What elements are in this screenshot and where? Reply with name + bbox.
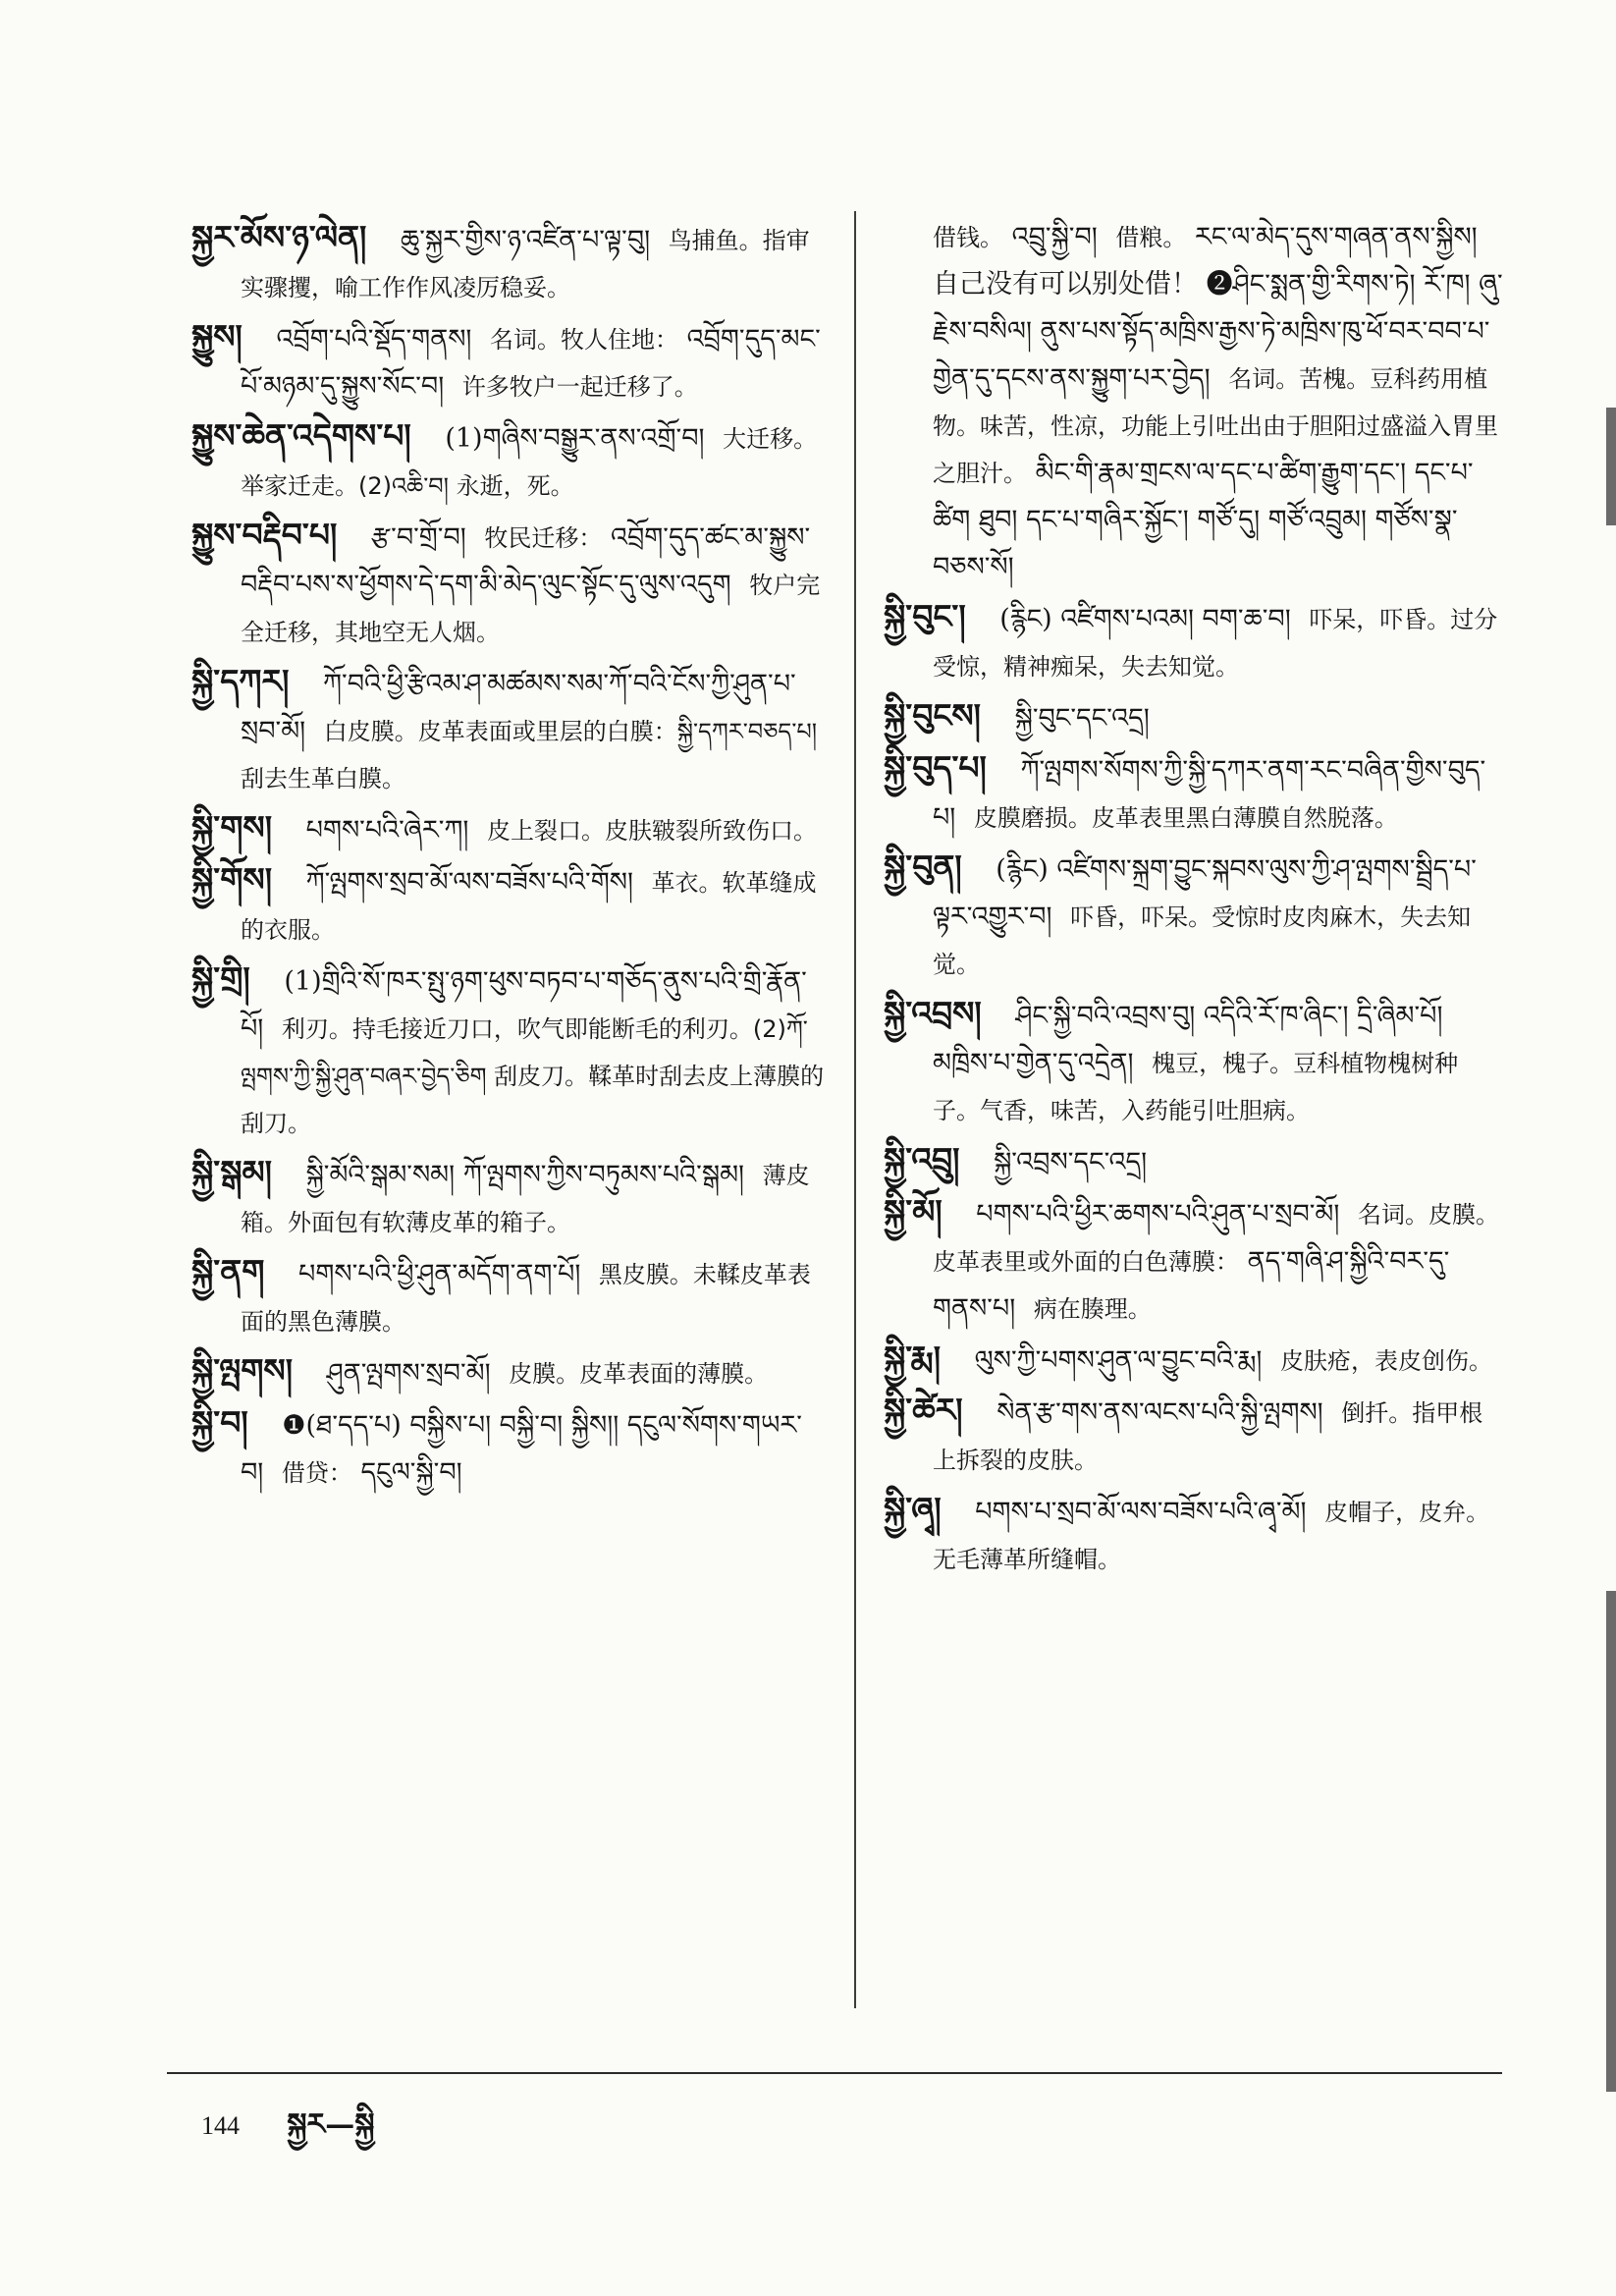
- tibetan-text: ཀོ་ལྤགས་སྲབ་མོ་ལས་བཟོས་པའི་གོས།: [305, 867, 633, 898]
- tibetan-text: རང་ལ་མེད་དུས་གཞན་ནས་སྐྱིས། 自己没有可以别处借！ ❷ཤིང་སྨན་གྱི་རིགས་ཏེ། རོ་ཁ། ཞུ་རྗེས་བསིལ། ནུས་པས་སྟོད་མཁྲིས་རྒྱས་ཏེ་མཁྲིས་ཁུ་ཕོ་བར་བབ་པ་གྱེན་དུ་དངས་ནས་སྐྱུག་པར་བྱེད།: [933, 222, 1503, 394]
- headword: སྐྱི་འབྲུ།: [884, 1140, 960, 1178]
- chinese-definition: 槐豆，槐子。豆科植物槐树种子。气香，味苦，入药能引吐胆病。: [933, 1050, 1459, 1124]
- chinese-definition: 黑皮膜。未鞣皮革表面的黑色薄膜。: [241, 1261, 811, 1336]
- scan-edge-mark: [1606, 1591, 1616, 2092]
- chinese-definition: 白皮膜。皮革表面或里层的白膜：སྐྱི་དཀར་བཅད་པ། 刮去生革白膜。: [241, 718, 818, 793]
- dictionary-entry: [884, 692, 1504, 742]
- dictionary-entry: [884, 744, 1504, 842]
- tibetan-text: འབྲོག་དུད་མང་པོ་མཉམ་དུ་སྐྱུས་སོང་བ།: [241, 324, 821, 402]
- tibetan-text: དངུལ་སྐྱི་བ།: [360, 1457, 462, 1488]
- chinese-definition: 皮膜磨损。皮革表里黑白薄膜自然脱落。: [973, 804, 1398, 832]
- headword: སྐྱུས་ཆེན་འདེགས་པ།: [191, 416, 411, 455]
- tibetan-text: ཀོ་ལྤགས་སོགས་ཀྱི་སྐྱི་དཀར་ནག་རང་བཞིན་གྱིས་བུད་པ།: [933, 755, 1486, 833]
- headword: སྐྱི་ཞྭ།: [884, 1490, 942, 1528]
- right-column: [884, 214, 1504, 1585]
- chinese-definition: 借钱。: [933, 224, 1003, 251]
- headword: སྐྱི་སྒམ།: [191, 1153, 272, 1191]
- column-divider: [854, 211, 856, 2008]
- tibetan-text: པགས་པ་སྲབ་མོ་ལས་བཟོས་པའི་ཞྭ་མོ།: [975, 1497, 1307, 1527]
- chinese-definition: 皮膜。皮革表面的薄膜。: [509, 1360, 769, 1388]
- scan-edge-mark: [1606, 408, 1616, 525]
- headword: སྐྱི་འབྲས།: [884, 994, 982, 1032]
- dictionary-entry: [884, 1188, 1504, 1333]
- dictionary-entry: [191, 804, 830, 854]
- dictionary-entry: [191, 313, 830, 410]
- chinese-definition: 革衣。软革缝成的衣服。: [241, 869, 817, 944]
- chinese-definition: 吓昏，吓呆。受惊时皮肉麻木，失去知觉。: [933, 903, 1472, 978]
- headword: སྐྱི་བུན།: [884, 847, 962, 886]
- tibetan-text: ནད་གཞི་ཤ་སྐྱིའི་བར་དུ་གནས་པ།: [933, 1246, 1450, 1324]
- chinese-definition: 吓呆，吓昏。过分受惊，精神痴呆，失去知觉。: [933, 606, 1498, 681]
- dictionary-entry: [884, 1136, 1504, 1186]
- tibetan-text: ཀོ་བའི་ཕྱི་རྩིའམ་ཤ་མཚམས་སམ་ཀོ་བའི་ངོས་ཀྱི་ཤུན་པ་སྲབ་མོ།: [241, 669, 796, 746]
- headword: སྐྱི་ལྤགས།: [191, 1351, 294, 1390]
- tibetan-text: མིང་གི་རྣམ་གྲངས་ལ་དང་པ་ཚིག་རྒྱུག་དང་། དང་པ་ཚིག ཐུབ། དང་པ་གཞིར་སྐྱོང་། གཙོ་དུ། གཙོ་འབྲུམ། གཙོས་སྣ་བཅས་སོ།: [933, 458, 1474, 582]
- tibetan-text: ཤུན་ལྤགས་སྲབ་མོ།: [326, 1358, 491, 1389]
- tibetan-text: ལུས་ཀྱི་པགས་ཤུན་ལ་བྱུང་བའི་རྨ།: [974, 1345, 1263, 1376]
- tibetan-text: འབྲོག་པའི་སྡོད་གནས།: [276, 324, 472, 355]
- tibetan-text: (རྙིང) འཛིགས་སྐྲག་བྱུང་སྐབས་ལུས་ཀྱི་ཤ་ལྤགས་སྦྲིད་པ་ལྟར་འགྱུར་བ།: [933, 854, 1477, 932]
- headword: སྐྱི་མོ།: [884, 1192, 943, 1230]
- headword: སྐྱར་མོས་ཉ་ལེན།: [191, 218, 367, 256]
- tibetan-text: རྩ་བ་གྲོ་བ།: [370, 522, 466, 553]
- dictionary-entry: [191, 412, 830, 510]
- headword: སྐྱི་དཀར།: [191, 662, 290, 700]
- chinese-definition: 皮上裂口。皮肤皲裂所致伤口。: [487, 817, 818, 845]
- dictionary-entry: [191, 1248, 830, 1345]
- headword: སྐྱི་གོས།: [191, 860, 273, 899]
- chinese-definition: 倒扦。指甲根上拆裂的皮肤。: [933, 1399, 1483, 1474]
- dictionary-entry: [884, 593, 1504, 690]
- tibetan-text: ❶(ཐ་དད་པ) བསྐྱིས་པ། བསྐྱི་བ། སྐྱིས།། དངུལ་སོགས་གཡར་བ།: [241, 1410, 802, 1488]
- chinese-definition: 名词。牧人住地：: [490, 326, 679, 354]
- headword: སྐྱི་ཚེར།: [884, 1391, 963, 1429]
- dictionary-entry: [191, 1347, 830, 1397]
- dictionary-entry: [884, 1387, 1504, 1484]
- chinese-definition: 名词。苦槐。豆科药用植物。味苦，性凉，功能上引吐出由于胆阳过盛溢入胃里之胆汁。: [933, 365, 1498, 487]
- headword: སྐྱི་གས།: [191, 808, 273, 847]
- tibetan-text: སྐྱི་མོའི་སྒམ་སམ། ཀོ་ལྤགས་ཀྱིས་བཏུམས་པའི་སྒམ།: [305, 1160, 745, 1190]
- chinese-definition: 借粮。: [1115, 224, 1187, 251]
- headword: སྐྱི་བུད་པ།: [884, 748, 987, 787]
- tibetan-text: སྐྱི་འབྲས་དང་འདྲ།: [994, 1147, 1148, 1177]
- chinese-definition: 皮帽子，皮弁。无毛薄革所缝帽。: [933, 1499, 1490, 1573]
- tibetan-text: འབྲོག་དུད་ཚང་མ་སྐྱུས་བརྡིབ་པས་ས་ཕྱོགས་དེ་དག་མི་མེད་ལུང་སྟོང་དུ་ལུས་འདུག: [241, 522, 811, 600]
- chinese-definition: 牧户完全迁移，其地空无人烟。: [241, 572, 821, 646]
- headword: སྐྱུས།: [191, 317, 242, 355]
- headword: སྐྱི་བུང་།: [884, 597, 966, 635]
- chinese-definition: 借贷：: [281, 1459, 352, 1487]
- tibetan-text: (རྙིང) འཛིགས་པའམ། བག་ཆ་བ།: [999, 604, 1291, 634]
- chinese-definition: 利刃。持毛接近刀口，吹气即能断毛的利刃。(2)ཀོ་ལྤགས་ཀྱི་སྐྱི་ཤུན་བཞར་བྱེད་ཅིག 刮皮刀。鞣革时刮去皮上薄膜的刮刀。: [241, 1015, 825, 1137]
- page-number: 144: [201, 2111, 240, 2140]
- tibetan-text: པགས་པའི་ཞེར་ཀ།: [305, 815, 469, 846]
- dictionary-entry: [884, 1335, 1504, 1385]
- headword: སྐྱི་བུངས།: [884, 696, 981, 735]
- dictionary-entry: [191, 1149, 830, 1246]
- dictionary-entry: [191, 214, 830, 311]
- chinese-definition: 牧民迁移：: [484, 524, 603, 552]
- dictionary-entry: [191, 856, 830, 954]
- tibetan-text: (1)གྲིའི་སོ་ཁར་སྤུ་ཉག་ཕུས་བཏབ་པ་གཅོད་ནུས་པའི་གྲི་རྣོན་པོ།: [241, 966, 807, 1044]
- tibetan-text: འབྲུ་སྐྱི་བ།: [1011, 222, 1098, 252]
- dictionary-entry: [884, 844, 1504, 988]
- chinese-definition: 大迁移。举家迁走。(2)འཆི་བ། 永逝，死。: [241, 425, 818, 500]
- entry-range: སྐྱར—སྐྱི: [287, 2107, 375, 2142]
- headword: སྐྱི་གྲི།: [191, 959, 250, 998]
- chinese-definition: 薄皮箱。外面包有软薄皮革的箱子。: [241, 1162, 810, 1236]
- headword: སྐྱི་རྨ།: [884, 1339, 942, 1377]
- tibetan-text: ཆུ་སྐྱར་གྱིས་ཉ་འཛིན་པ་ལྟ་བུ།: [400, 225, 651, 255]
- dictionary-entry: [884, 990, 1504, 1134]
- tibetan-text: པགས་པའི་ཕྱི་ཤུན་མདོག་ནག་པོ།: [298, 1259, 581, 1289]
- footer-rule: [167, 2072, 1502, 2074]
- dictionary-entry: [884, 1486, 1504, 1583]
- dictionary-entry: [191, 956, 830, 1147]
- tibetan-text: ཤིང་སྐྱི་བའི་འབྲས་བུ། འདིའི་རོ་ཁ་ཞིང་། དྲི་ཞིམ་པོ། མཁྲིས་པ་གྱེན་དུ་འདྲེན།: [933, 1001, 1443, 1078]
- tibetan-text: སེན་རྩ་གས་ནས་ལངས་པའི་སྐྱི་ལྤགས།: [997, 1397, 1323, 1428]
- dictionary-entry: [191, 1399, 830, 1497]
- chinese-definition: 病在腠理。: [1033, 1295, 1152, 1323]
- chinese-definition: 许多牧户一起迁移了。: [461, 373, 698, 401]
- headword: སྐྱི་བ།: [191, 1403, 248, 1442]
- headword: སྐྱི་ནག: [191, 1252, 265, 1290]
- dictionary-entry: [191, 658, 830, 802]
- chinese-definition: 鸟捕鱼。指审实骤攫，喻工作作风凌厉稳妥。: [241, 227, 810, 301]
- tibetan-text: སྐྱི་བུང་དང་འདྲ།: [1014, 703, 1150, 734]
- headword: སྐྱུས་བརྡིབ་པ།: [191, 516, 338, 554]
- dictionary-entry: [191, 512, 830, 656]
- page-footer: [201, 2092, 374, 2174]
- chinese-definition: 皮肤疮，表皮创伤。: [1280, 1347, 1493, 1375]
- chinese-definition: 名词。皮膜。皮革表里或外面的白色薄膜：: [933, 1201, 1499, 1276]
- tibetan-text: (1)གཞིས་བསྒྱུར་ནས་འགྲོ་བ།: [445, 423, 705, 454]
- entry-continuation: [884, 214, 1504, 591]
- left-column: [191, 214, 830, 1499]
- tibetan-text: པགས་པའི་ཕྱིར་ཆགས་པའི་ཤུན་པ་སྲབ་མོ།: [976, 1199, 1340, 1230]
